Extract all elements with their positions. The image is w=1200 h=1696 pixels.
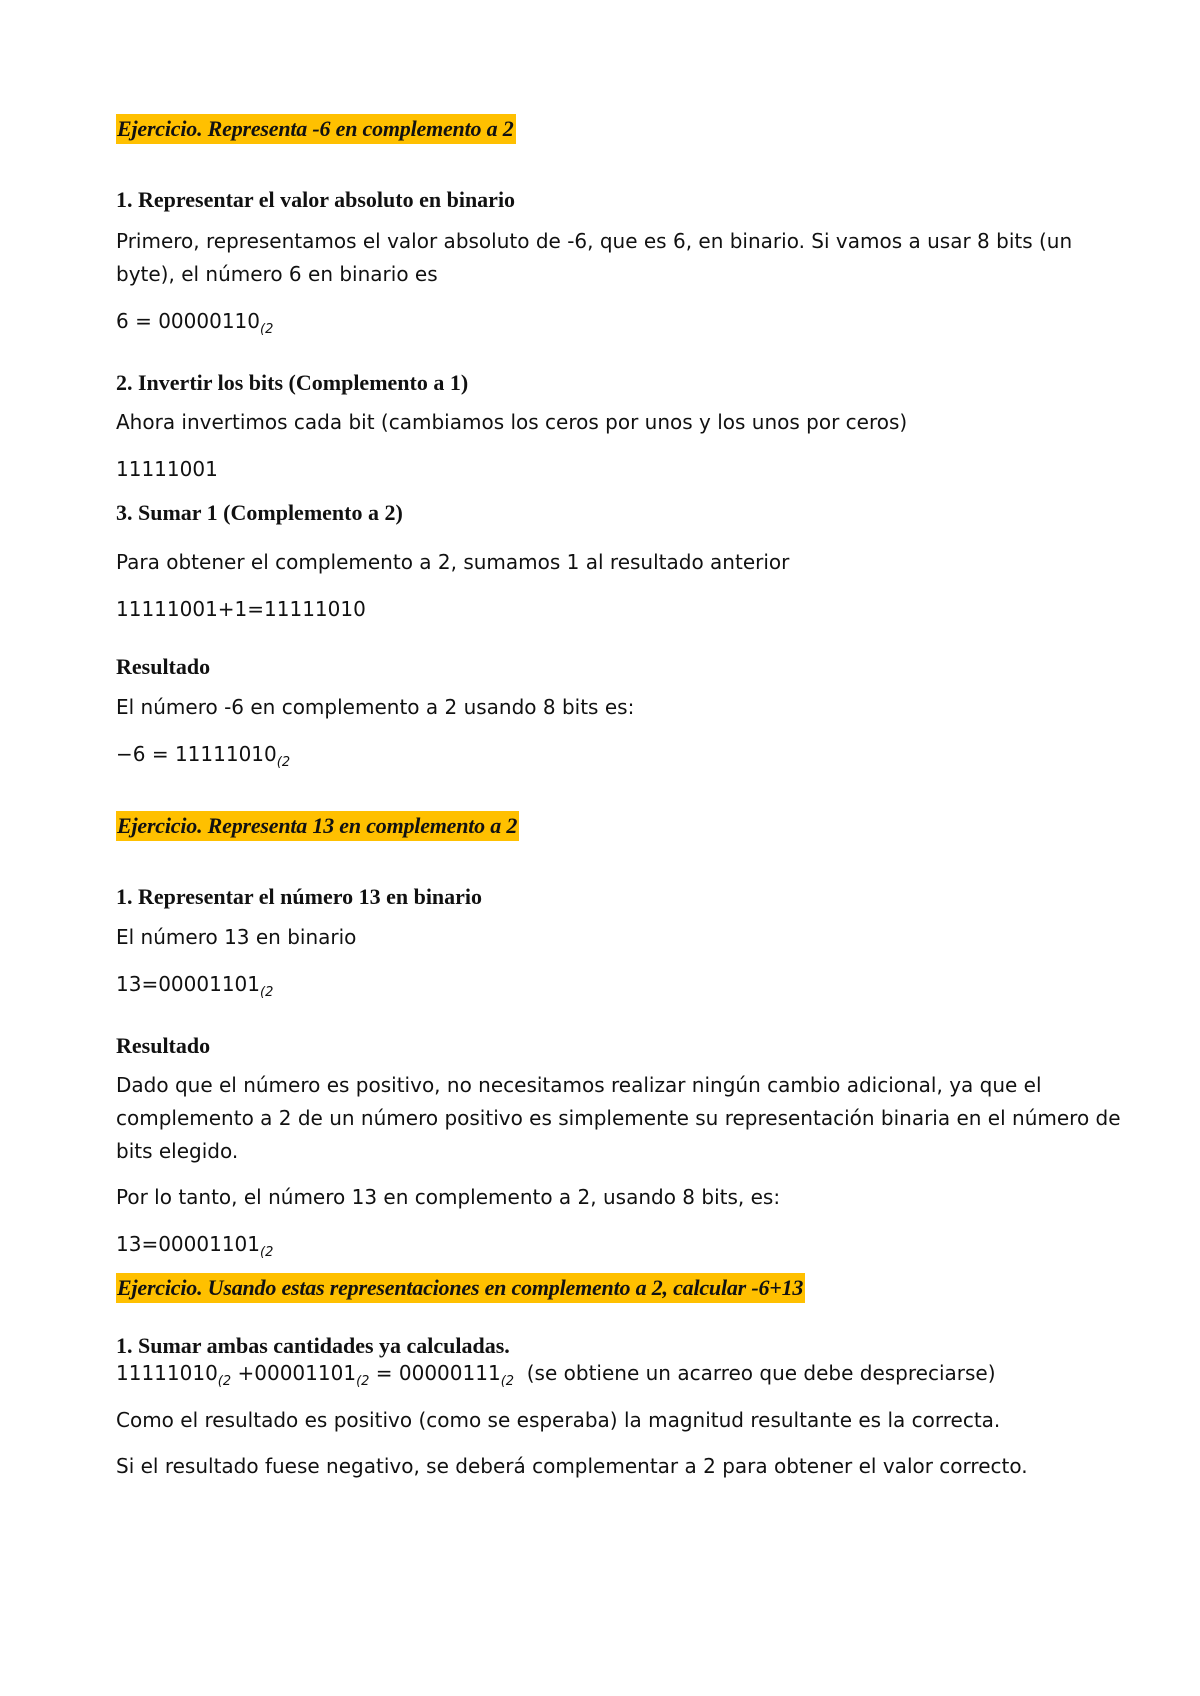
exercise-2-title: Ejercicio. Representa 13 en complemento a 2 [116,811,519,841]
base-subscript: (2 [217,1374,232,1389]
binary-value: −6 = 11111010 [116,742,277,766]
base-subscript: (2 [260,985,274,1000]
exercise-1-title-block [116,116,516,142]
exercise-1-result-value [116,737,290,775]
exercise-2-result-text-line-2: complemento a 2 de un número positivo es simplemente su representación binaria en el número de [116,1106,1121,1130]
exercise-1-step-2-text: Ahora invertimos cada bit (cambiamos los ceros por unos y los unos por ceros) [116,410,908,434]
base-subscript: (2 [276,755,291,770]
binary-value: 6 = 00000110 [116,309,260,333]
exercise-3-title: Ejercicio. Usando estas representaciones en complemento a 2, calcular -6+13 [116,1273,805,1303]
exercise-1-step-1-text-line-1: Primero, representamos el valor absoluto de -6, que es 6, en binario. Si vamos a usar 8 bits (un [116,229,1073,253]
exercise-2-step-1-text: El número 13 en binario [116,925,357,949]
base-subscript: (2 [500,1374,515,1389]
exercise-2-result-text-line-3: bits elegido. [116,1139,239,1163]
exercise-3-sum-line [116,1356,996,1394]
exercise-1-step-2-value: 11111001 [116,457,218,481]
exercise-1-step-3-text: Para obtener el complemento a 2, sumamos 1 al resultado anterior [116,550,790,574]
base-subscript: (2 [260,322,274,337]
exercise-3-negative-text: Si el resultado fuese negativo, se deberá complementar a 2 para obtener el valor correcto. [116,1454,1028,1478]
exercise-1-step-1-text-line-2: byte), el número 6 en binario es [116,262,438,286]
exercise-3-positive-text: Como el resultado es positivo (como se esperaba) la magnitud resultante es la correcta. [116,1408,1001,1432]
exercise-1-step-1-heading: 1. Representar el valor absoluto en binario [116,187,516,212]
base-subscript: (2 [260,1245,274,1260]
exercise-1-step-2-heading: 2. Invertir los bits (Complemento a 1) [116,370,469,395]
binary-value: 13=00001101 [116,1232,261,1256]
exercise-2-result-text-line-1: Dado que el número es positivo, no necesitamos realizar ningún cambio adicional, ya que el [116,1073,1042,1097]
sum-operand-b: +00001101 [231,1361,357,1385]
exercise-2-conclusion-text: Por lo tanto, el número 13 en complemento a 2, usando 8 bits, es: [116,1185,781,1209]
sum-note: (se obtiene un acarreo que debe despreciarse) [514,1361,996,1385]
base-subscript: (2 [356,1374,370,1389]
sum-operand-a: 11111010 [116,1361,218,1385]
exercise-1-result-text: El número -6 en complemento a 2 usando 8 bits es: [116,695,635,719]
binary-value: 13=00001101 [116,972,261,996]
exercise-1-step-1-value [116,304,273,342]
exercise-2-title-block [116,813,519,839]
exercise-2-conclusion-value [116,1227,273,1265]
exercise-2-step-1-heading: 1. Representar el número 13 en binario [116,884,483,909]
exercise-1-step-3-value: 11111001+1=11111010 [116,597,366,621]
sum-result: = 00000111 [369,1361,501,1385]
exercise-1-result-heading: Resultado [116,654,211,679]
exercise-1-step-3-heading: 3. Sumar 1 (Complemento a 2) [116,500,403,525]
exercise-2-step-1-value [116,967,273,1005]
exercise-2-result-heading: Resultado [116,1033,211,1058]
exercise-3-step-1-heading: 1. Sumar ambas cantidades ya calculadas. [116,1333,510,1358]
exercise-1-title: Ejercicio. Representa -6 en complemento a 2 [116,114,516,144]
exercise-3-title-block [116,1275,805,1301]
